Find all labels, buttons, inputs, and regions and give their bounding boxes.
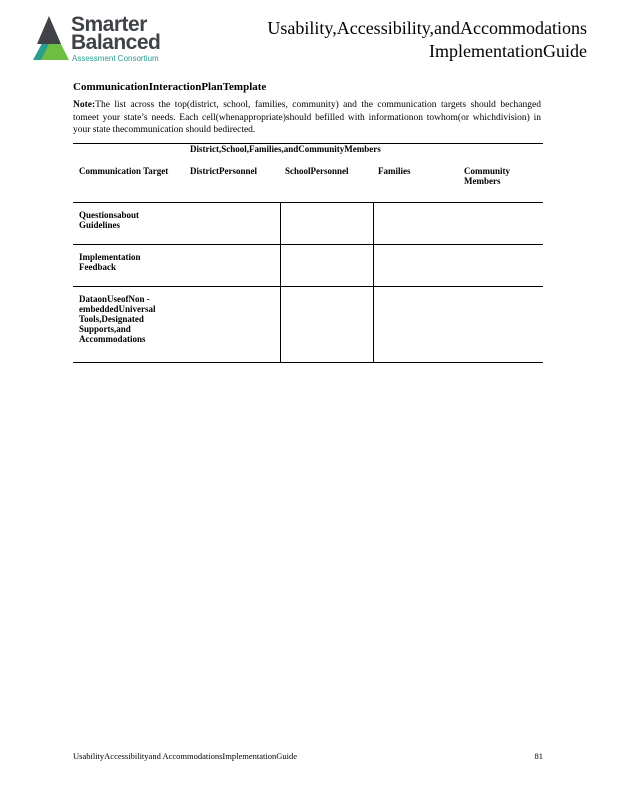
note-label: Note: [73, 100, 96, 110]
table-row [73, 203, 543, 245]
column-header-communication-target: Communication Target [73, 166, 185, 203]
footer-document-title: UsabilityAccessibilityand AccommodationsImplementationGuide [73, 751, 298, 761]
smarter-balanced-logo [33, 14, 193, 64]
table-cell [280, 287, 373, 363]
table-cell [459, 245, 543, 287]
table-cell [185, 245, 280, 287]
table-cell [459, 203, 543, 245]
table-cell [280, 203, 373, 245]
logo-word-smarter: Smarter [71, 13, 147, 36]
table-cell [373, 287, 459, 363]
table-cell [185, 287, 280, 363]
logo-word-balanced: Balanced [71, 31, 161, 54]
table-cell [373, 245, 459, 287]
table-cell [280, 245, 373, 287]
table-row [73, 245, 543, 287]
group-header: District,School,Families,andCommunityMembers [185, 144, 543, 167]
logo-subtitle: Assessment Consortium [72, 54, 159, 63]
logo-triangles-icon [33, 14, 73, 62]
note-text: The list across the top(district, school, families, community) and the communication targets should bechanged tomeet your state’s needs. Each cell(whenappropriate)should befilled with informationon towhom(or whichdivision) in your state thecommunication should bedirected. [73, 100, 541, 135]
table-group-header-row [73, 144, 543, 167]
table-cell [459, 287, 543, 363]
row-target-questions: Questionsabout Guidelines [73, 203, 185, 245]
table-cell [373, 203, 459, 245]
note-paragraph [73, 99, 541, 137]
column-header-school-personnel: SchoolPersonnel [280, 166, 373, 203]
table-cell [185, 203, 280, 245]
communication-plan-table [73, 143, 543, 363]
column-header-community-members: Community Members [459, 166, 543, 203]
section-title: CommunicationInteractionPlanTemplate [73, 81, 267, 93]
column-header-district-personnel: DistrictPersonnel [185, 166, 280, 203]
document-title-line2: ImplementationGuide [429, 41, 587, 61]
table-row [73, 287, 543, 363]
row-target-data-on-use: DataonUseofNon - embeddedUniversal Tools,Designated Supports,and Accommodations [73, 287, 185, 363]
row-target-implementation: Implementation Feedback [73, 245, 185, 287]
column-header-families: Families [373, 166, 459, 203]
page-number: 81 [534, 751, 543, 761]
document-title-line1: Usability,Accessibility,andAccommodations [267, 18, 587, 38]
table-column-header-row [73, 166, 543, 203]
